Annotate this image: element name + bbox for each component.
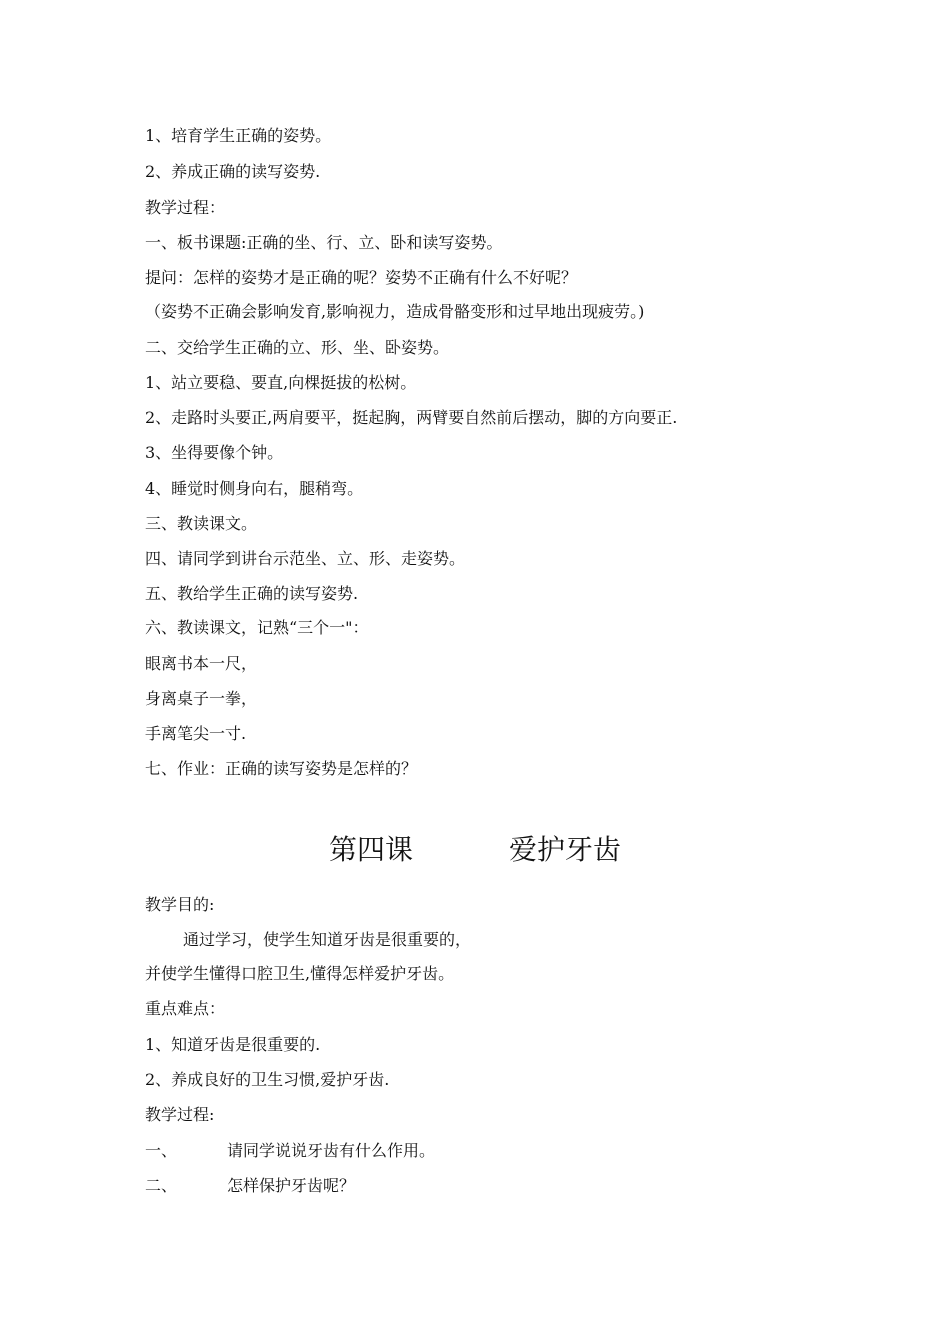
process-step-2-label: 二、 [145, 1176, 178, 1195]
step-4: 四、请同学到讲台示范坐、立、形、走姿势。 [145, 549, 466, 568]
process-step-2-text: 怎样保护牙齿呢？ [227, 1176, 356, 1195]
key-label: 重点难点： [145, 999, 226, 1018]
step-5: 五、教给学生正确的读写姿势. [145, 584, 359, 603]
posture-item-3: 3、坐得要像个钟。 [145, 443, 284, 462]
objective-item-1: 1、培育学生正确的姿势。 [145, 126, 332, 145]
key-item-1: 1、知道牙齿是很重要的. [145, 1035, 321, 1054]
answer-note: （姿势不正确会影响发育,影响视力，造成骨骼变形和过早地出现疲劳。) [145, 302, 645, 321]
lesson-number: 第四课 [329, 833, 414, 866]
rule-eye: 眼离书本一尺， [145, 654, 258, 673]
goal-label: 教学目的: [145, 895, 215, 914]
process-step-1-text: 请同学说说牙齿有什么作用。 [227, 1141, 436, 1160]
step-3: 三、教读课文。 [145, 514, 258, 533]
key-item-2: 2、养成良好的卫生习惯,爱护牙齿. [145, 1070, 390, 1089]
goal-line-2: 并使学生懂得口腔卫生,懂得怎样爱护牙齿。 [145, 964, 455, 983]
process-label: 教学过程: [145, 1105, 215, 1124]
step-6: 六、教读课文，记熟“三个一"： [145, 618, 369, 637]
lesson-title [0, 832, 950, 868]
step-1: 一、板书课题:正确的坐、行、立、卧和读写姿势。 [145, 233, 503, 252]
question: 提问：怎样的姿势才是正确的呢？姿势不正确有什么不好呢？ [145, 268, 578, 287]
process-heading: 教学过程： [145, 198, 226, 217]
posture-item-2: 2、走路时头要正,两肩要平，挺起胸，两臂要自然前后摆动，脚的方向要正. [145, 408, 678, 427]
process-step-1-label: 一、 [145, 1141, 178, 1160]
lesson-name: 爱护牙齿 [509, 833, 622, 866]
rule-hand: 手离笔尖一寸. [145, 724, 247, 743]
goal-line-1: 通过学习，使学生知道牙齿是很重要的， [183, 930, 472, 949]
rule-body: 身离桌子一拳， [145, 689, 258, 708]
step-7-homework: 七、作业：正确的读写姿势是怎样的？ [145, 759, 418, 778]
posture-item-1: 1、站立要稳、要直,向棵挺拔的松树。 [145, 373, 417, 392]
objective-item-2: 2、养成正确的读写姿势. [145, 162, 321, 181]
step-2: 二、交给学生正确的立、形、坐、卧姿势。 [145, 338, 450, 357]
posture-item-4: 4、睡觉时侧身向右，腿稍弯。 [145, 479, 364, 498]
